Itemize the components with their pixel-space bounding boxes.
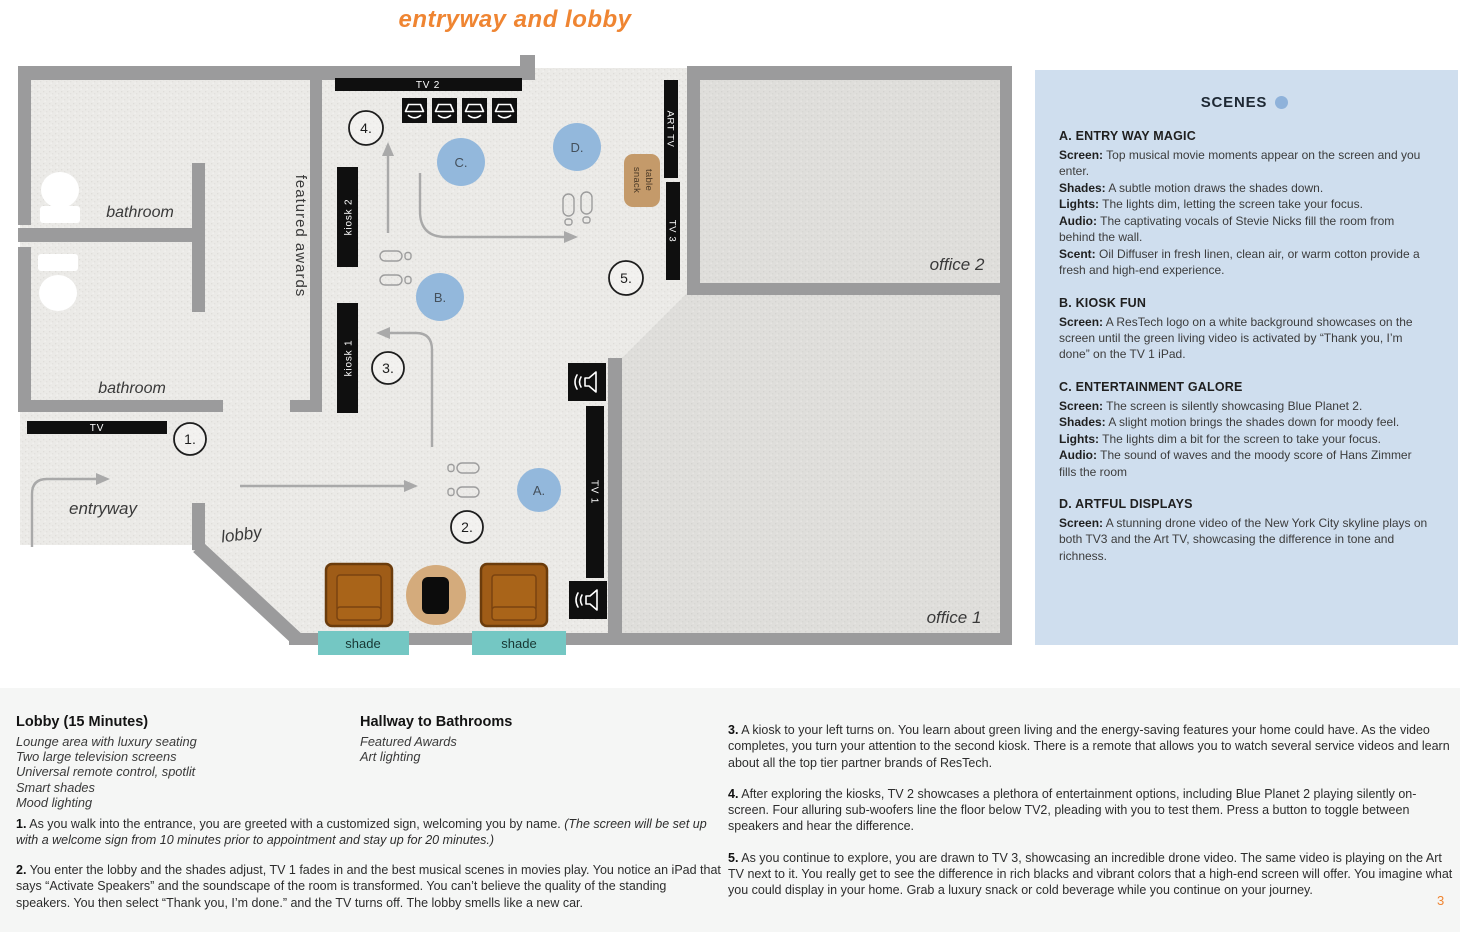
zone-c-label: C. [454, 155, 468, 170]
step-number: 2. [16, 863, 27, 877]
office2-label: office 2 [929, 255, 985, 274]
kiosk2-label: kiosk 2 [343, 198, 355, 236]
lobby-info-line: Mood lighting [16, 794, 93, 810]
scene-line [1059, 515, 1430, 564]
floors [20, 68, 1012, 645]
scene-line-label: Screen: [1059, 516, 1104, 530]
scene-line-label: Screen: [1059, 314, 1104, 329]
scene-line-label: Audio: [1059, 213, 1097, 228]
toilet-tank [38, 254, 78, 271]
wall-top-main [20, 66, 535, 80]
scene-line-label: Shades: [1059, 180, 1106, 195]
scene-line-text: The lights dim a bit for the screen to take your focus. [1102, 431, 1381, 446]
lobby-info-line: Lounge area with luxury seating [16, 734, 197, 749]
scenes-title-text: SCENES [1200, 94, 1268, 111]
scene-section-title: D. ARTFUL DISPLAYS [1059, 497, 1193, 511]
step-number: 1. [16, 817, 27, 831]
scene-line-text: The lights dim, letting the screen take your focus. [1102, 197, 1363, 212]
wall-top-step [520, 55, 535, 80]
step-text: After exploring the kiosks, TV 2 showcases a plethora of entertainment options, including Blue Planet 2 playing silently on-screen. Four alluring sub-woofers line the floor below TV2, pleading with you to test them. Press a button to toggle between speakers and hear the difference. [728, 786, 1417, 834]
toilet-bowl [39, 275, 77, 311]
scene-line [1059, 447, 1430, 480]
entryway-label: entryway [68, 499, 138, 518]
tv2-label: TV 2 [415, 80, 441, 91]
entry-tv-label: TV [89, 423, 105, 434]
lobby-info-line: Universal remote control, spotlit [16, 764, 196, 780]
scenes-panel [1035, 70, 1458, 645]
subwoofer-icon [492, 98, 517, 123]
scene-line-label: Audio: [1059, 448, 1097, 463]
hallway-info-title: Hallway to Bathrooms [360, 714, 513, 730]
lobby-label: lobby [220, 522, 263, 547]
scene-section-d [1059, 497, 1430, 564]
tv3-label: TV 3 [666, 219, 678, 243]
scene-line [1059, 180, 1430, 196]
kiosk1-label: kiosk 1 [343, 339, 355, 377]
marker-3-label: 3. [382, 360, 394, 376]
step-number: 3. [728, 723, 739, 737]
scene-line-text: Top musical movie moments appear on the screen and you enter. [1059, 148, 1421, 179]
scene-line [1059, 314, 1430, 363]
wall-top-offices [687, 66, 1012, 80]
step-text: A kiosk to your left turns on. You learn about green living and the energy-saving features your home could have. As the video completes, you turn your attention to the second kiosk. There is a remote that allows you to watch several service videos and learn about all the top tier partner brands of ResTech. [728, 723, 1450, 770]
scene-line-label: Lights: [1059, 197, 1099, 212]
subwoofer-icon [402, 98, 427, 123]
step-note: (The screen will be set up with a welcome sign from 10 minutes prior to appointment and stay up for 20 minutes.) [16, 817, 707, 848]
scenes-dot-icon [1275, 96, 1288, 109]
scene-line [1059, 246, 1430, 279]
marker-5-label: 5. [620, 270, 632, 286]
scene-line-text: The captivating vocals of Stevie Nicks fill the room from behind the wall. [1059, 213, 1395, 245]
bathroom1-label: bathroom [106, 204, 174, 221]
page-number: 3 [1437, 893, 1445, 908]
marker-4-label: 4. [360, 120, 372, 136]
tablet-ipad [422, 577, 449, 614]
lobby-info [16, 714, 346, 810]
round-table [406, 565, 466, 625]
subwoofer-icon [462, 98, 487, 123]
hallway-info [360, 714, 700, 764]
shade1-label: shade [345, 636, 381, 651]
scene-section-title: C. ENTERTAINMENT GALORE [1059, 379, 1243, 394]
wall-right [1000, 66, 1012, 645]
walkthrough-step-4 [728, 786, 1454, 835]
scene-line-label: Screen: [1059, 398, 1104, 413]
tv1-label: TV 1 [588, 479, 600, 505]
marker-2-label: 2. [461, 519, 473, 535]
scene-section-title: B. KIOSK FUN [1059, 295, 1147, 310]
step-number: 4. [728, 786, 739, 801]
scene-line-label: Shades: [1059, 415, 1106, 430]
scene-line-label: Screen: [1059, 148, 1104, 162]
walkthrough-step-5 [728, 850, 1454, 899]
scene-line-text: The screen is silently showcasing Blue Planet 2. [1106, 398, 1363, 413]
walkthrough-step-2 [16, 862, 724, 911]
lounge-furniture [326, 564, 547, 626]
wall-bath-divider-h [18, 228, 205, 242]
scene-section-b [1059, 296, 1430, 363]
scene-line-text: A ResTech logo on a white background showcases on the screen until the green living video is activated by “Thank you, I’m done” on the TV 1 iPad. [1059, 314, 1413, 362]
wall-office2-bottom [687, 283, 1012, 295]
subwoofer-icon [432, 98, 457, 123]
snack-table-label-line2: table [643, 168, 654, 192]
toilet-tank [40, 206, 80, 223]
step-text: As you walk into the entrance, you are greeted with a customized sign, welcoming you by name. [29, 817, 565, 831]
armchair [481, 564, 547, 626]
wall-corridor-right [310, 66, 322, 412]
office2-floor [700, 80, 1000, 283]
scene-line [1059, 147, 1430, 180]
scenes-title [1059, 94, 1430, 111]
bathroom2-label: bathroom [98, 380, 166, 397]
scene-line [1059, 196, 1430, 212]
wall-office2-left [687, 73, 700, 295]
scene-section-c [1059, 380, 1430, 480]
scene-line [1059, 414, 1430, 430]
lobby-info-line: Smart shades [16, 779, 95, 795]
shade2-label: shade [501, 636, 537, 651]
zone-d-label: D. [570, 140, 584, 155]
wall-bath-left-upper [18, 66, 31, 225]
scene-line-label: Lights: [1059, 431, 1099, 446]
wall-bath-left-lower [18, 247, 31, 412]
zone-a-label: A. [532, 483, 546, 498]
step-text: As you continue to explore, you are drawn to TV 3, showcasing an incredible drone video. The same video is playing on the Art TV next to it. You really get to see the difference in rich blacks and vibrant colors that a high-end screen will offer. You imagine what you could display in your home. Grab a luxury snack or cold beverage while you continue on your journey. [728, 850, 1453, 897]
office-corridor-floor [622, 293, 1000, 633]
scene-line-text: Oil Diffuser in fresh linen, clean air, or warm cotton provide a fresh and high-end experience. [1059, 246, 1420, 278]
scene-line-text: A subtle motion draws the shades down. [1108, 180, 1324, 195]
scene-section-title: A. ENTRY WAY MAGIC [1059, 129, 1196, 143]
snack-table [624, 154, 660, 207]
scene-line-label: Scent: [1059, 246, 1096, 261]
step-number: 5. [728, 850, 739, 865]
walkthrough-step-3 [728, 722, 1454, 771]
office1-label: office 1 [926, 608, 982, 627]
toilet-bowl [41, 172, 79, 208]
wall-office1-left [608, 358, 622, 645]
hallway-info-line: Art lighting [360, 749, 421, 765]
walkthrough-column-right [728, 722, 1454, 913]
snack-table-label-line1: snack [631, 166, 642, 194]
lobby-info-title: Lobby (15 Minutes) [16, 714, 149, 730]
scene-line [1059, 398, 1430, 414]
scene-line-text: A stunning drone video of the New York City skyline plays on both TV3 and the Art TV, showcasing the difference in tone and richness. [1059, 516, 1428, 563]
lobby-info-line: Two large television screens [16, 749, 177, 765]
scene-section-a [1059, 129, 1430, 279]
scene-line [1059, 213, 1430, 246]
featured-awards-label: featured awards [292, 174, 309, 298]
hallway-info-line: Featured Awards [360, 734, 457, 749]
zone-b-label: B. [433, 290, 447, 305]
marker-1-label: 1. [184, 431, 196, 447]
step-text: You enter the lobby and the shades adjust, TV 1 fades in and the best musical scenes in movies play. You notice an iPad that says “Activate Speakers” and the soundscape of the room is transformed. You can’t believe the quality of the standing speakers. You then select “Thank you, I’m done.” and the TV turns off. The lobby smells like a new car. [16, 863, 721, 910]
wall-bath-bottom-a [18, 400, 223, 412]
armchair [326, 564, 392, 626]
walkthrough-step-1 [16, 816, 724, 849]
page-title: entryway and lobby [398, 6, 632, 33]
scene-line [1059, 431, 1430, 447]
art-tv-label: ART TV [664, 110, 676, 148]
scene-line-text: The sound of waves and the moody score of Hans Zimmer fills the room [1059, 448, 1412, 479]
speaker-icon [569, 581, 607, 619]
speaker-icon [568, 363, 606, 401]
scene-line-text: A slight motion brings the shades down for moody feel. [1108, 415, 1400, 430]
